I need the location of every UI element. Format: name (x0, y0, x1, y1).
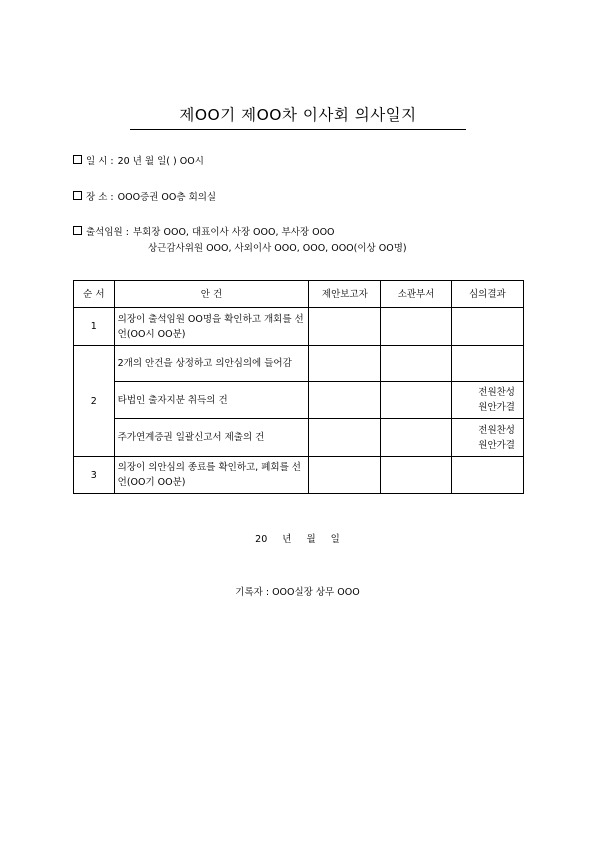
table-row (74, 419, 524, 457)
checkbox-square-icon (73, 155, 82, 164)
row-reporter (309, 346, 381, 382)
result-line2: 원안가결 (478, 439, 515, 451)
attendees-label: 출석임원 : (86, 227, 129, 238)
place-line (73, 189, 216, 203)
row-item: 주가연계증권 일괄신고서 제출의 건 (114, 419, 309, 457)
table-row (74, 457, 524, 494)
checkbox-square-icon (73, 226, 82, 235)
row-dept (381, 419, 451, 457)
place-label: 장 소 : (86, 192, 114, 203)
header-item: 안 건 (114, 281, 309, 308)
row-dept (381, 382, 451, 419)
row-result (451, 308, 523, 346)
place-value: OOO증권 OO층 회의실 (117, 192, 217, 203)
attendees-line2: 상근감사위원 OOO, 사외이사 OOO, OOO, OOO(이상 OO명) (148, 243, 407, 254)
row-result (451, 457, 523, 494)
datetime-label: 일 시 : (86, 156, 114, 167)
row-reporter (309, 419, 381, 457)
datetime-value: 20 년 월 일( ) OO시 (117, 156, 204, 167)
attendees-line (73, 224, 335, 238)
row-no: 3 (74, 457, 115, 494)
row-item: 의장이 출석임원 OO명을 확인하고 개회를 선언(OO시 OO분) (114, 308, 309, 346)
row-item: 2개의 안건을 상정하고 의안심의에 들어감 (114, 346, 309, 382)
header-dept: 소관부서 (381, 281, 451, 308)
header-no: 순 서 (74, 281, 115, 308)
row-item: 의장이 의안심의 종료를 확인하고, 폐회를 선언(OO기 OO분) (114, 457, 309, 494)
row-result (451, 382, 523, 419)
row-reporter (309, 382, 381, 419)
header-reporter: 제안보고자 (309, 281, 381, 308)
row-dept (381, 346, 451, 382)
recorder-line: 기록자 : OOO실장 상무 OOO (235, 587, 360, 598)
row-item: 타법인 출자지분 취득의 건 (114, 382, 309, 419)
result-line2: 원안가결 (478, 402, 515, 413)
table-row (74, 382, 524, 419)
agenda-table (73, 280, 524, 494)
table-row (74, 346, 524, 382)
row-reporter (309, 457, 381, 494)
header-result: 심의결과 (451, 281, 523, 308)
row-result (451, 419, 523, 457)
row-dept (381, 457, 451, 494)
document-title: 제OO기 제OO차 이사회 의사일지 (130, 103, 466, 130)
row-reporter (309, 308, 381, 346)
attendees-line1: 부회장 OOO, 대표이사 사장 OOO, 부사장 OOO (132, 227, 335, 238)
table-header-row (74, 281, 524, 308)
row-no: 2 (74, 346, 115, 457)
checkbox-square-icon (73, 191, 82, 200)
datetime-line (73, 153, 204, 167)
result-line1: 전원찬성 (478, 387, 515, 398)
table-row (74, 308, 524, 346)
row-result (451, 346, 523, 382)
row-no: 1 (74, 308, 115, 346)
result-line1: 전원찬성 (478, 424, 515, 436)
row-dept (381, 308, 451, 346)
document-date: 20 년 월 일 (255, 534, 340, 545)
